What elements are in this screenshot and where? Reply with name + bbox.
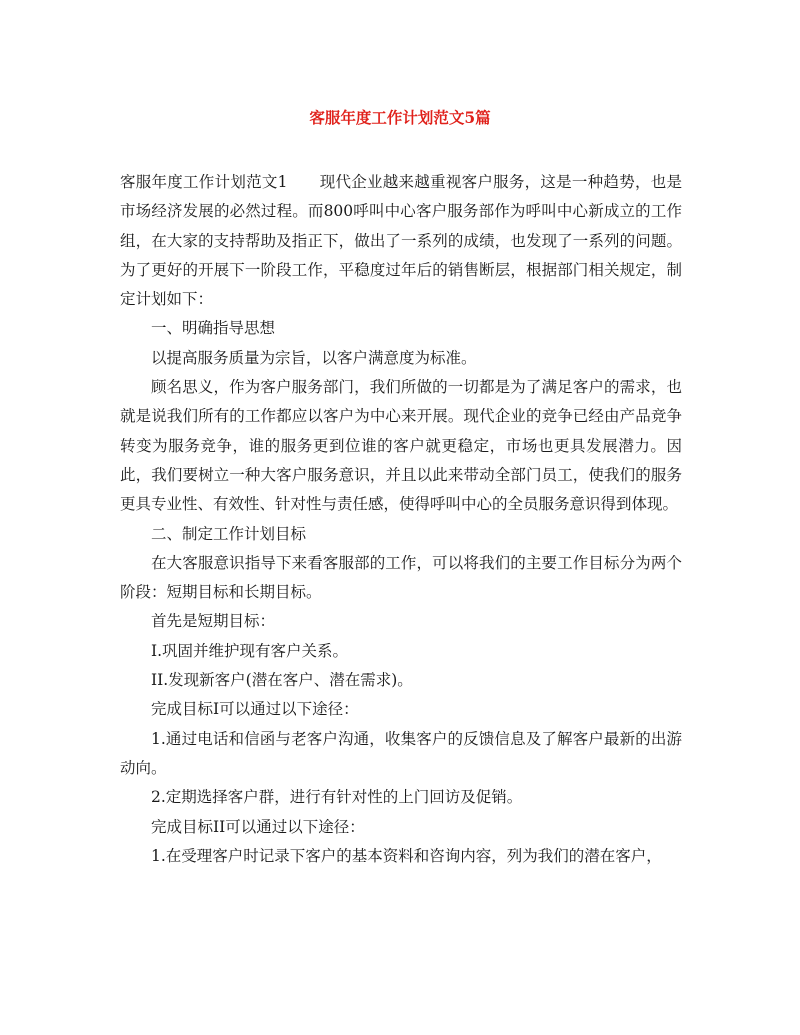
intro-paragraph: [120, 168, 682, 314]
list-item: 1.通过电话和信函与老客户沟通，收集客户的反馈信息及了解客户最新的出游动向。: [120, 729, 682, 777]
paragraph-text: 现代企业越来越重视客户服务，这是一种趋势，也是市场经济发展的必然过程。而800呼叫中心客户服务部作为呼叫中心新成立的工作组，在大家的支持帮助及指正下，做出了一系列的成绩，也发现了一系列的问题。为了更好的开展下一阶段工作，平稳度过年后的销售断层，根据部门相关规定，制定计划如下：: [120, 173, 682, 309]
paragraph: 完成目标I可以通过以下途径：: [151, 700, 359, 719]
document-body: [120, 168, 682, 871]
paragraph: 首先是短期目标：: [151, 612, 276, 631]
paragraph: 顾名思义，作为客户服务部门，我们所做的一切都是为了满足客户的需求，也就是说我们所有的工作都应以客户为中心来开展。现代企业的竞争已经由产品竞争转变为服务竞争，谁的服务更到位谁的客户就更稳定，市场也更具发展潜力。因此，我们要树立一种大客户服务意识，并且以此来带动全部门员工，使我们的服务更具专业性、有效性、针对性与责任感，使得呼叫中心的全员服务意识得到体现。: [120, 378, 682, 514]
paragraph: 完成目标II可以通过以下途径：: [151, 817, 365, 836]
list-item: II.发现新客户(潜在客户、潜在需求)。: [151, 671, 413, 690]
paragraph: 以提高服务质量为宗旨，以客户满意度为标准。: [151, 348, 477, 367]
lead-label: 客服年度工作计划范文1: [120, 173, 288, 191]
section-heading: 一、明确指导思想: [151, 319, 276, 338]
list-item: 1.在受理客户时记录下客户的基本资料和咨询内容，列为我们的潜在客户，: [151, 846, 662, 865]
section-heading: 二、制定工作计划目标: [151, 524, 307, 543]
list-item: 2.定期选择客户群，进行有针对性的上门回访及促销。: [151, 788, 523, 807]
list-item: I.巩固并维护现有客户关系。: [151, 641, 349, 660]
paragraph: 在大客服意识指导下来看客服部的工作，可以将我们的主要工作目标分为两个阶段：短期目标和长期目标。: [120, 553, 682, 602]
document-title: 客服年度工作计划范文5篇: [309, 108, 491, 127]
